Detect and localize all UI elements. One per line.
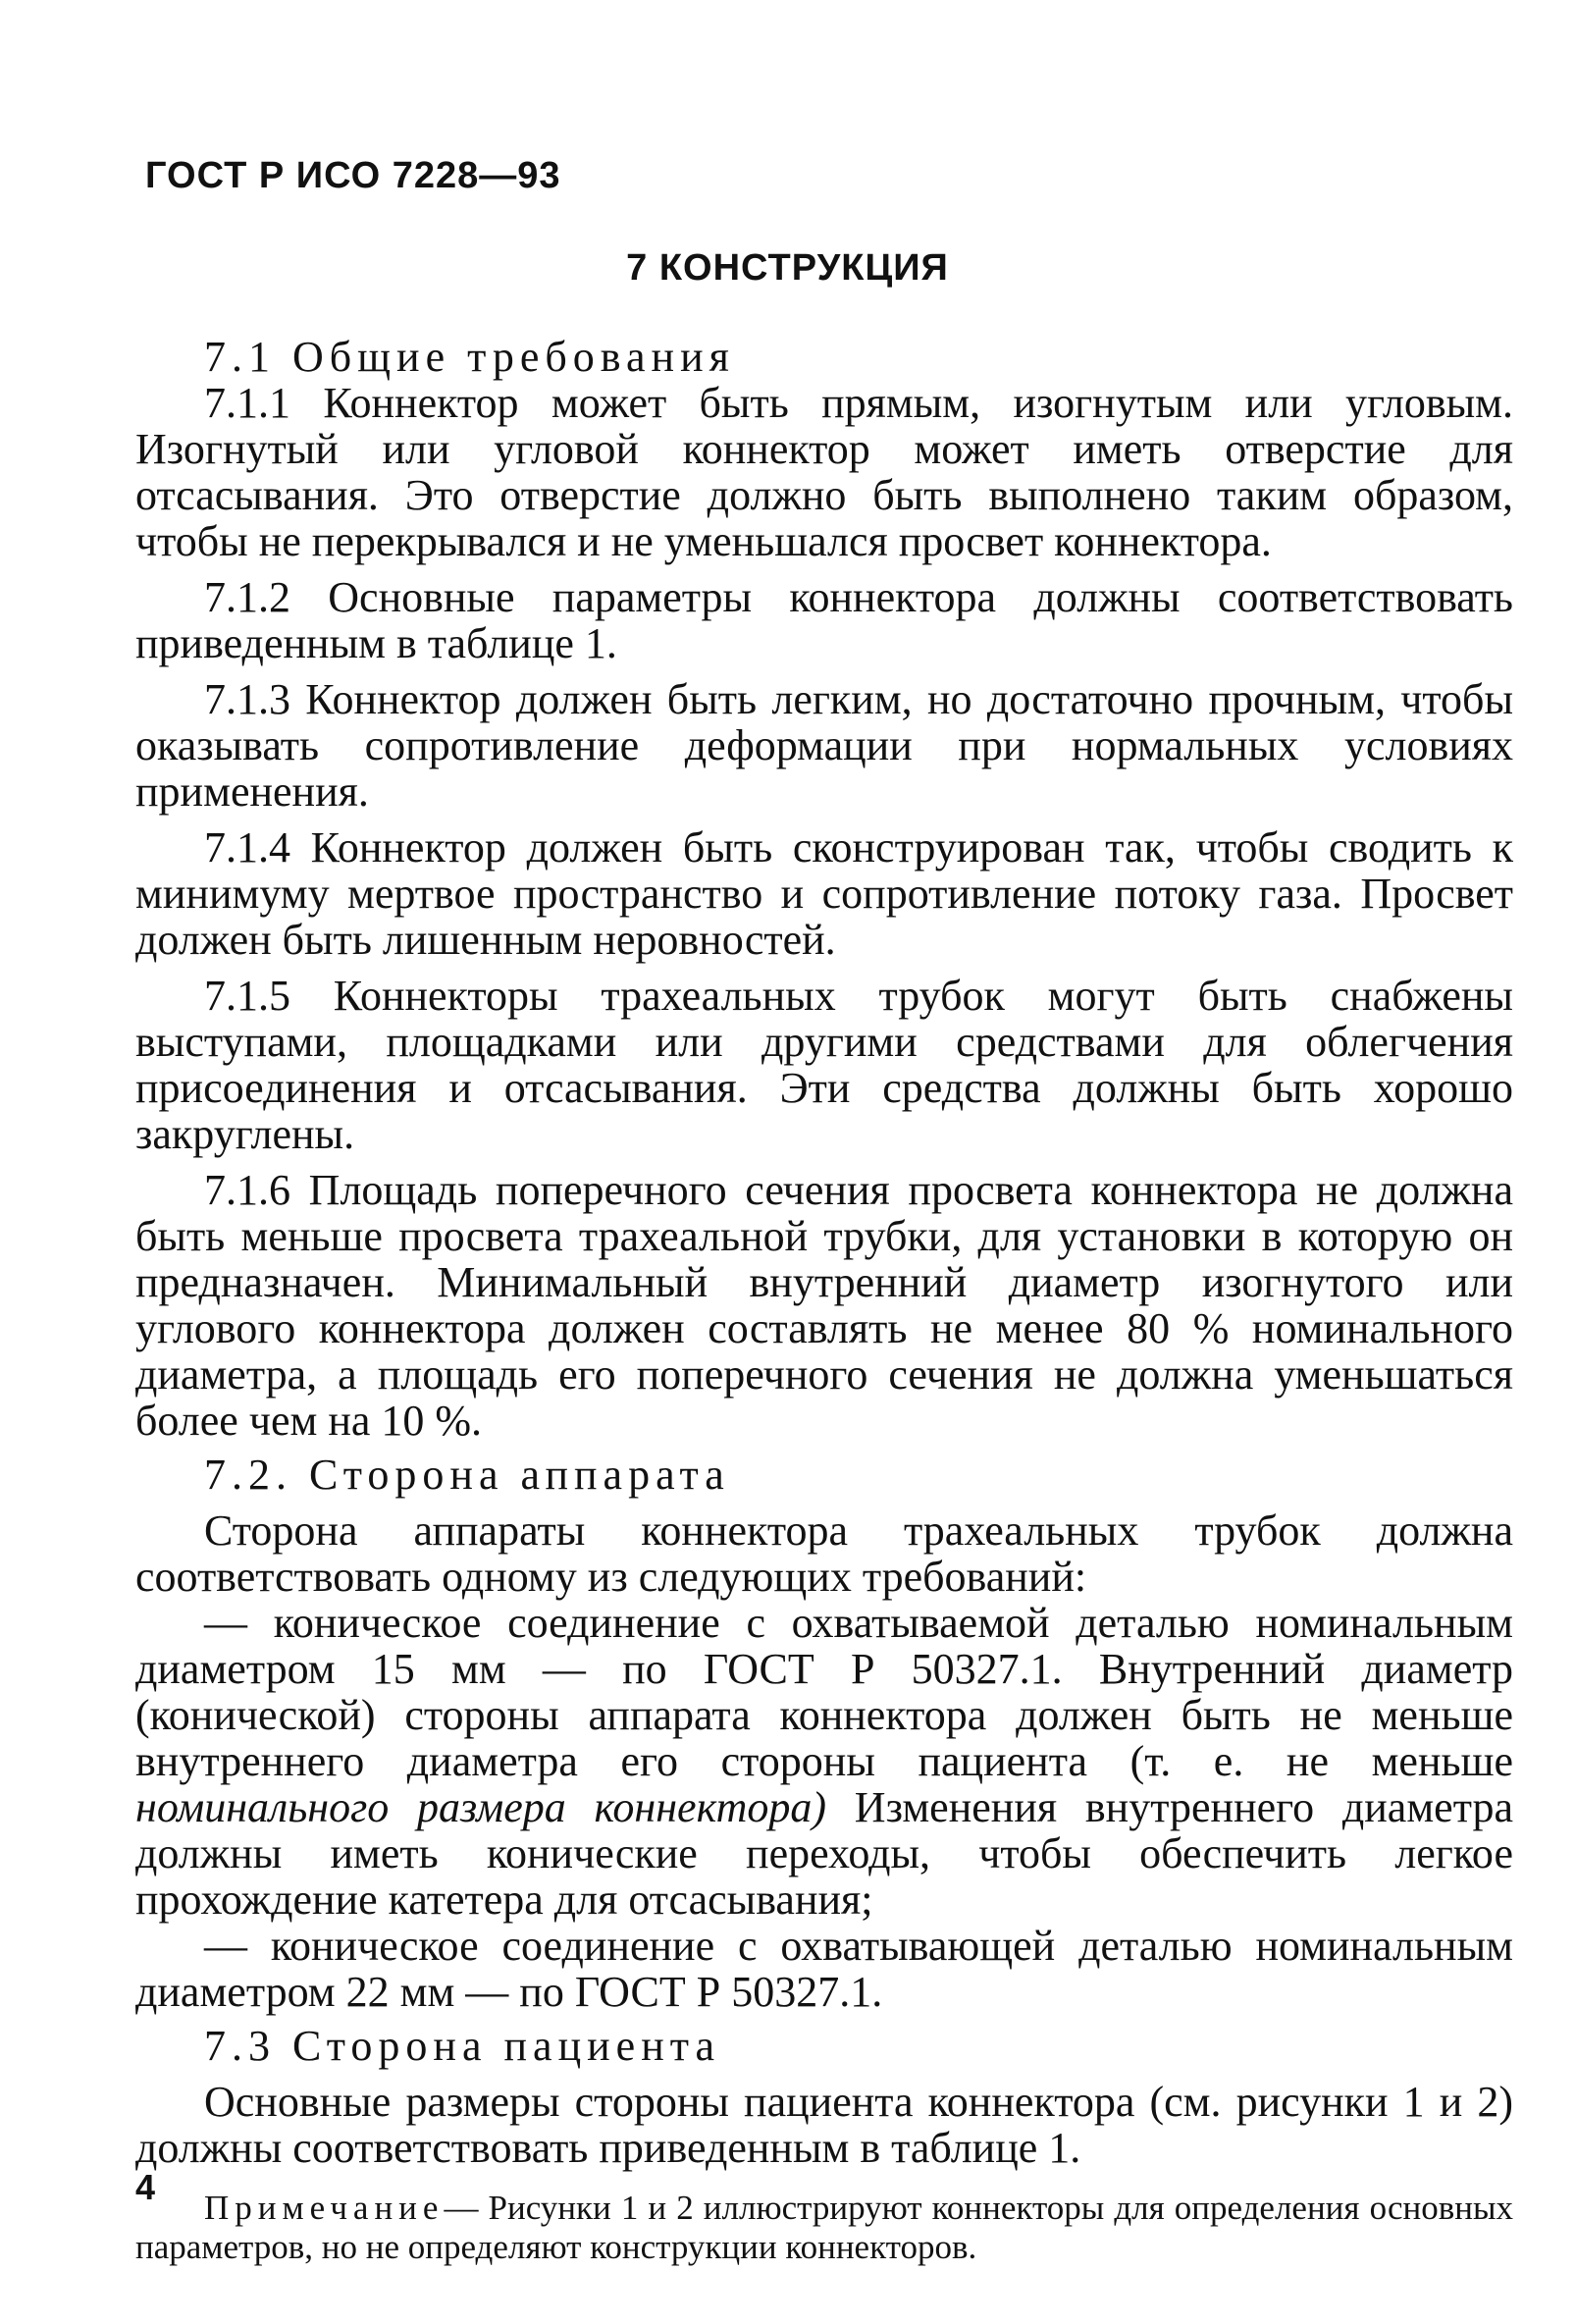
subsection-title-7-1: 7.1 Общие требования — [204, 333, 735, 381]
subsection-title-7-2: 7.2. Сторона аппарата — [204, 1451, 730, 1499]
document-header: ГОСТ Р ИСО 7228—93 — [145, 155, 561, 196]
list-item-cone-15mm — [135, 1600, 1513, 1923]
paragraph-7-1-6: 7.1.6 Площадь поперечного сечения просвета коннектора не должна быть меньше просвета трахеальной трубки, для установки в которую он предназначен. Минимальный внутренний диаметр изогнутого или углового коннектора должен составлять не менее 80 % номинального диаметра, а площадь его поперечного сечения не должна уменьшаться более чем на 10 %. — [135, 1166, 1513, 1445]
paragraph-7-3: Основные размеры стороны пациента коннектора (см. рисунки 1 и 2) должны соответствовать приведенным в таблице 1. — [135, 2078, 1513, 2172]
body-text — [135, 326, 1513, 2267]
section-title: 7 КОНСТРУКЦИЯ — [626, 247, 949, 289]
note-label: Примечание — [204, 2189, 445, 2227]
italic-phrase: номинального размера коннектора) — [135, 1783, 827, 1831]
note — [135, 2189, 1513, 2267]
list-item-cone-22mm: — коническое соединение с охватывающей деталью номинальным диаметром 22 мм — по ГОСТ Р 50327.1. — [135, 1922, 1513, 2016]
subsection-title-7-3: 7.3 Сторона пациента — [204, 2022, 721, 2070]
paragraph-7-2-intro: Сторона аппараты коннектора трахеальных трубок должна соответствовать одному из следующих требований: — [135, 1506, 1513, 1601]
list-item-text: — коническое соединение с охватываемой деталью номинальным диаметром 15 мм — по ГОСТ Р 50327.1. Внутренний диаметр (конической) стороны аппарата коннектора должен быть не меньше внутреннего диаметра его стороны пациента (т. е. не меньше — [135, 1599, 1513, 1785]
note-text: — Рисунки 1 и 2 иллюстрируют коннекторы для определения основных параметров, но не определяют конструкции коннекторов. — [135, 2189, 1513, 2266]
paragraph-7-1-5: 7.1.5 Коннекторы трахеальных трубок могут быть снабжены выступами, площадками или другими средствами для облегчения присоединения и отсасывания. Эти средства должны быть хорошо закруглены. — [135, 972, 1513, 1158]
paragraph-7-1-1: 7.1.1 Коннектор может быть прямым, изогнутым или угловым. Изогнутый или угловой коннектор может иметь отверстие для отсасывания. Это отверстие должно быть выполнено таким образом, чтобы не перекрывался и не уменьшался просвет коннектора. — [135, 379, 1513, 565]
paragraph-7-1-2: 7.1.2 Основные параметры коннектора должны соответствовать приведенным в таблице 1. — [135, 573, 1513, 667]
paragraph-7-1-3: 7.1.3 Коннектор должен быть легким, но достаточно прочным, чтобы оказывать сопротивление деформации при нормальных условиях применения. — [135, 675, 1513, 816]
page-number: 4 — [135, 2167, 156, 2207]
list-item-text-cont: Изменения внутреннего диаметра должны иметь конические переходы, чтобы обеспечить легкое прохождение катетера для отсасывания; — [135, 1783, 1514, 1924]
paragraph-7-1-4: 7.1.4 Коннектор должен быть сконструирован так, чтобы сводить к минимуму мертвое пространство и сопротивление потоку газа. Просвет должен быть лишенным неровностей. — [135, 823, 1513, 964]
